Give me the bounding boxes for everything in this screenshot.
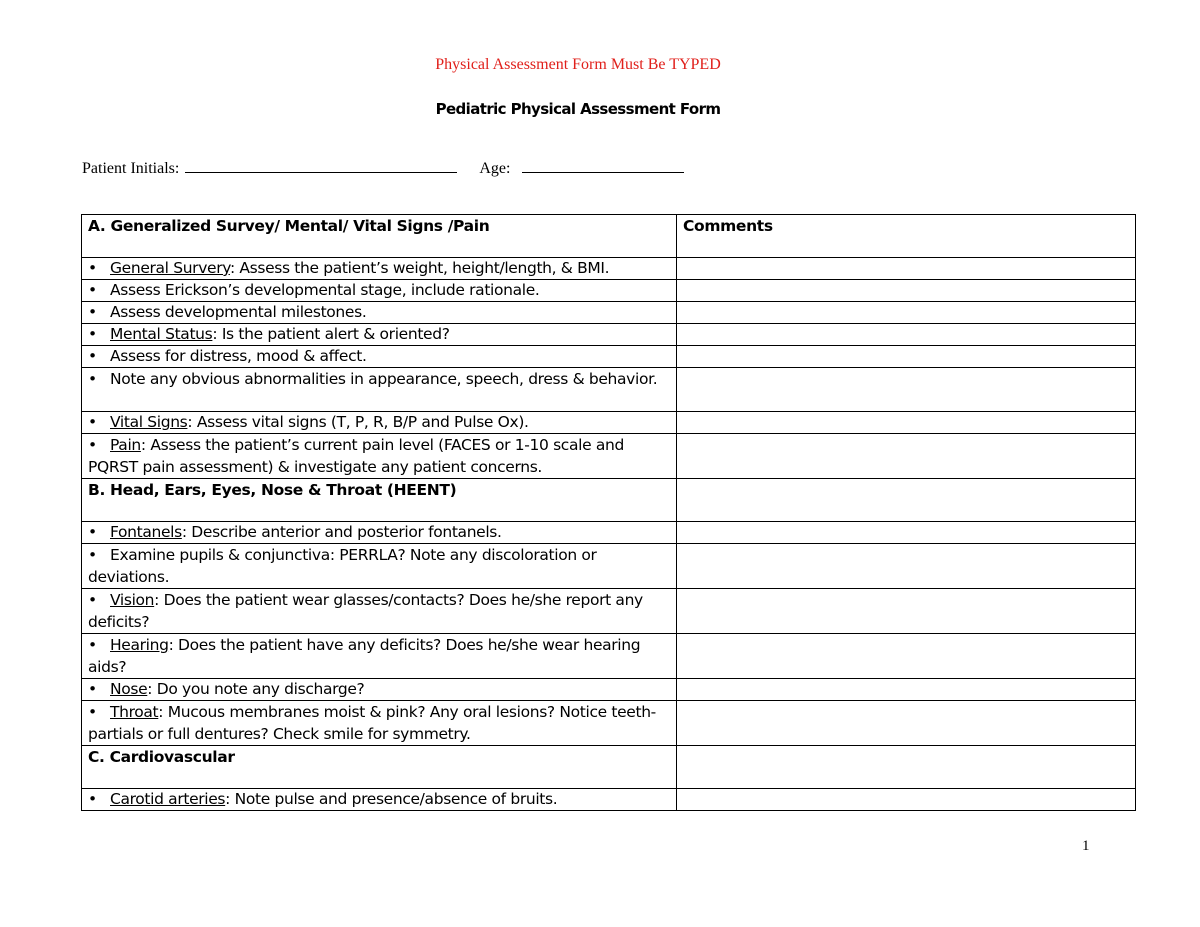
comments-header: Comments [677,215,1136,258]
table-row [82,634,1136,679]
item-cell [82,634,677,679]
item-text: : Do you note any discharge? [147,680,365,698]
table-row [82,522,1136,544]
item-cell [82,789,677,811]
item-term: Hearing [110,636,169,654]
bullet-icon: • [88,591,97,609]
section-c-title: C. Cardiovascular [82,746,677,789]
item-term: Pain [110,436,141,454]
bullet-icon: • [88,325,97,343]
table-row [82,302,1136,324]
item-cell [82,544,677,589]
item-cell [82,701,677,746]
bullet-icon: • [88,436,97,454]
bullet-icon: • [88,523,97,541]
item-cell [82,302,677,324]
item-text: : Mucous membranes moist & pink? Any oral lesions? Notice teeth- partials or full dentures? Check smile for symmetry. [88,703,656,743]
section-header-row [82,479,1136,522]
item-term: Mental Status [110,325,213,343]
bullet-icon: • [88,370,97,388]
item-text: : Describe anterior and posterior fontanels. [181,523,502,541]
table-row [82,434,1136,479]
comment-cell[interactable] [677,302,1136,324]
table-row [82,324,1136,346]
table-row [82,368,1136,412]
comment-cell[interactable] [677,258,1136,280]
comment-cell[interactable] [677,324,1136,346]
bullet-icon: • [88,281,97,299]
item-text: : Assess the patient’s current pain level (FACES or 1-10 scale and PQRST pain assessment) & investigate any patient concerns. [88,436,624,476]
bullet-icon: • [88,790,97,808]
comment-cell[interactable] [677,634,1136,679]
comment-cell[interactable] [677,679,1136,701]
bullet-icon: • [88,347,97,365]
bullet-icon: • [88,303,97,321]
comment-cell[interactable] [677,368,1136,412]
item-term: Throat [110,703,159,721]
table-row [82,544,1136,589]
table-row [82,280,1136,302]
typed-requirement-notice: Physical Assessment Form Must Be TYPED [435,56,721,73]
item-cell [82,589,677,634]
item-term: Nose [110,680,148,698]
section-b-title: B. Head, Ears, Eyes, Nose & Throat (HEENT) [82,479,677,522]
age-label: Age: [479,160,511,177]
bullet-icon: • [88,546,97,564]
table-row [82,346,1136,368]
item-text: : Does the patient have any deficits? Does he/she wear hearing aids? [88,636,641,676]
bullet-icon: • [88,703,97,721]
item-term: Fontanels [110,523,182,541]
item-text: Assess for distress, mood & affect. [110,347,367,365]
bullet-icon: • [88,680,97,698]
comment-cell[interactable] [677,789,1136,811]
item-term: Vision [110,591,155,609]
section-header-row [82,746,1136,789]
bullet-icon: • [88,413,97,431]
item-cell [82,679,677,701]
comment-cell[interactable] [677,701,1136,746]
form-title: Pediatric Physical Assessment Form [435,100,721,118]
item-cell [82,346,677,368]
item-text: : Does the patient wear glasses/contacts? Does he/she report any deficits? [88,591,643,631]
item-text: : Note pulse and presence/absence of bruits. [225,790,558,808]
comment-cell[interactable] [677,412,1136,434]
comment-cell[interactable] [677,522,1136,544]
item-cell [82,258,677,280]
age-field[interactable] [522,156,684,173]
table-row [82,701,1136,746]
comment-cell[interactable] [677,746,1136,789]
comment-cell[interactable] [677,479,1136,522]
comment-cell[interactable] [677,434,1136,479]
item-term: Vital Signs [110,413,188,431]
item-cell [82,324,677,346]
item-text: Assess developmental milestones. [110,303,367,321]
item-text: : Is the patient alert & oriented? [212,325,450,343]
table-row [82,789,1136,811]
comment-cell[interactable] [677,280,1136,302]
assessment-table [81,214,1136,811]
page-number: 1 [1082,838,1090,854]
item-cell [82,412,677,434]
table-row [82,258,1136,280]
item-text: Note any obvious abnormalities in appearance, speech, dress & behavior. [110,370,658,388]
comment-cell[interactable] [677,346,1136,368]
patient-initials-label: Patient Initials: [82,160,180,177]
bullet-icon: • [88,259,97,277]
item-term: General Survery [110,259,230,277]
table-row [82,589,1136,634]
item-term: Carotid arteries [110,790,226,808]
item-cell [82,368,677,412]
item-text: : Assess the patient’s weight, height/length, & BMI. [229,259,610,277]
patient-info-line [82,156,684,178]
item-text: Examine pupils & conjunctiva: PERRLA? Note any discoloration or deviations. [88,546,597,586]
comment-cell[interactable] [677,589,1136,634]
item-cell [82,522,677,544]
bullet-icon: • [88,636,97,654]
section-a-title: A. Generalized Survey/ Mental/ Vital Signs /Pain [82,215,677,258]
item-text: : Assess vital signs (T, P, R, B/P and Pulse Ox). [187,413,529,431]
table-row [82,412,1136,434]
item-cell [82,434,677,479]
patient-initials-field[interactable] [185,156,457,173]
table-row [82,679,1136,701]
item-cell [82,280,677,302]
item-text: Assess Erickson’s developmental stage, include rationale. [110,281,540,299]
comment-cell[interactable] [677,544,1136,589]
section-header-row [82,215,1136,258]
